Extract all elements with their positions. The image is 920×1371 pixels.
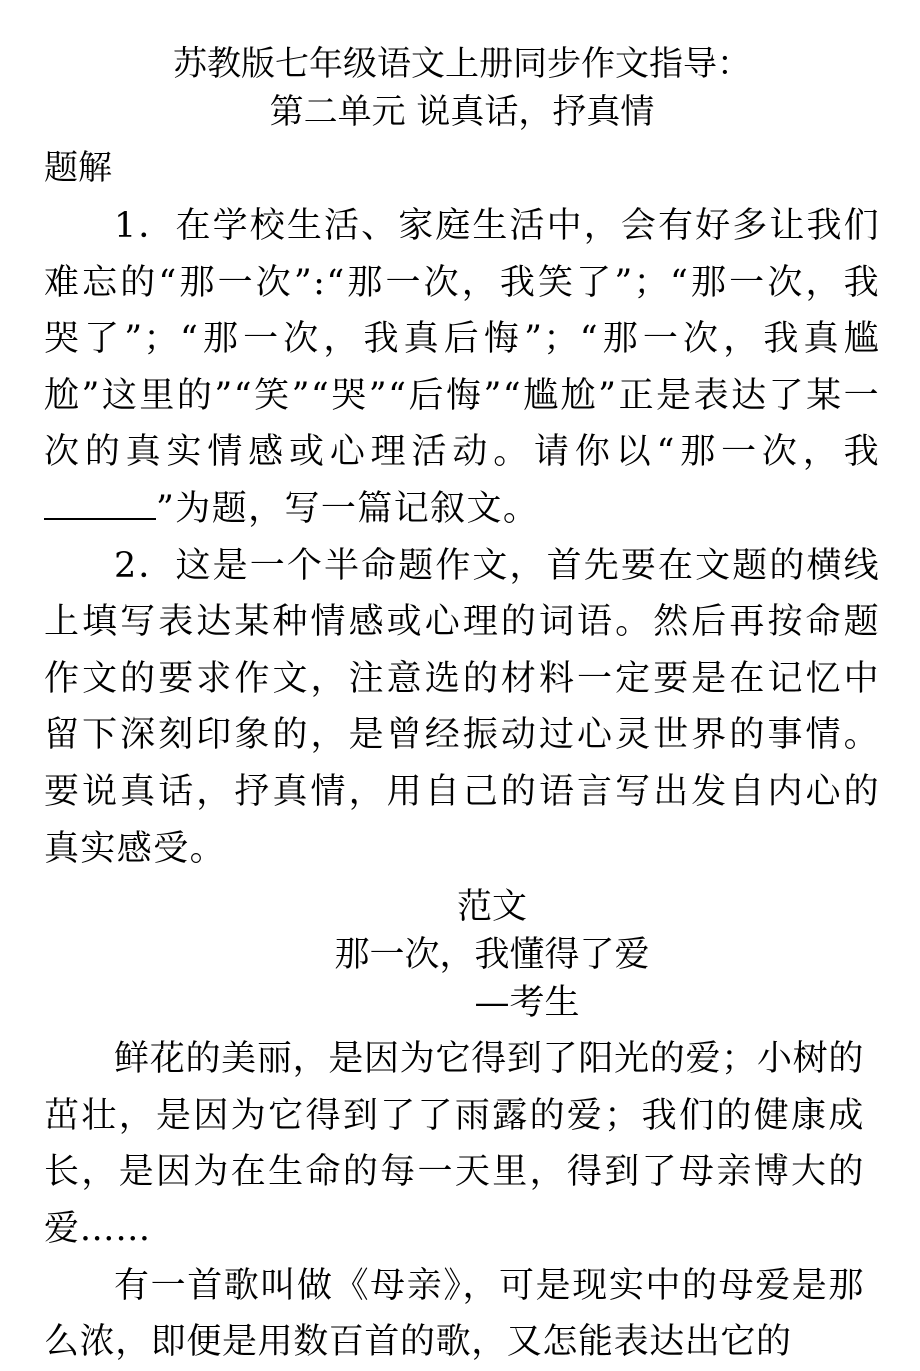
fill-in-blank-line bbox=[44, 488, 156, 520]
tijie-paragraph-2: 2．这是一个半命题作文，首先要在文题的横线上填写表达某种情感或心理的词语。然后再按命题作文的要求作文，注意选的材料一定要是在记忆中留下深刻印象的，是曾经振动过心灵世界的事情。要说真话，抒真情，用自己的语言写出发自内心的真实感受。 bbox=[44, 545, 880, 869]
essay-paragraph-1: 鲜花的美丽，是因为它得到了阳光的爱；小树的茁壮，是因为它得到了了雨露的爱；我们的健康成长，是因为在生命的每一天里，得到了母亲博大的爱…… bbox=[44, 1039, 864, 1249]
tijie-p1-text-end: ”为题，写一篇记叙文。 bbox=[156, 488, 540, 529]
essay-author: —考生 bbox=[474, 983, 580, 1024]
tijie-paragraph-1 bbox=[44, 198, 880, 538]
essay-paragraph-2: 有一首歌叫做《母亲》，可是现实中的母爱是那么浓，即便是用数百首的歌，又怎能表达出它的 bbox=[44, 1265, 864, 1363]
document-page bbox=[44, 40, 880, 1371]
fanwen-heading: 范文 bbox=[456, 887, 527, 928]
tijie-heading: 题解 bbox=[44, 148, 112, 188]
document-title-line2: 第二单元 说真话，抒真情 bbox=[269, 92, 655, 132]
essay-title: 那一次，我懂得了爱 bbox=[334, 935, 650, 976]
document-title-line1: 苏教版七年级语文上册同步作文指导： bbox=[173, 44, 751, 84]
tijie-p1-text: 1．在学校生活、家庭生活中，会有好多让我们难忘的“那一次”:“那一次，我笑了”；“那一次，我哭了”；“那一次，我真后悔”；“那一次，我真尴尬”这里的”“笑”“哭”“后悔”“尴尬”正是表达了某一次的真实情感或心理活动。请你以“那一次，我 bbox=[44, 206, 880, 473]
essay-body bbox=[44, 1031, 880, 1371]
